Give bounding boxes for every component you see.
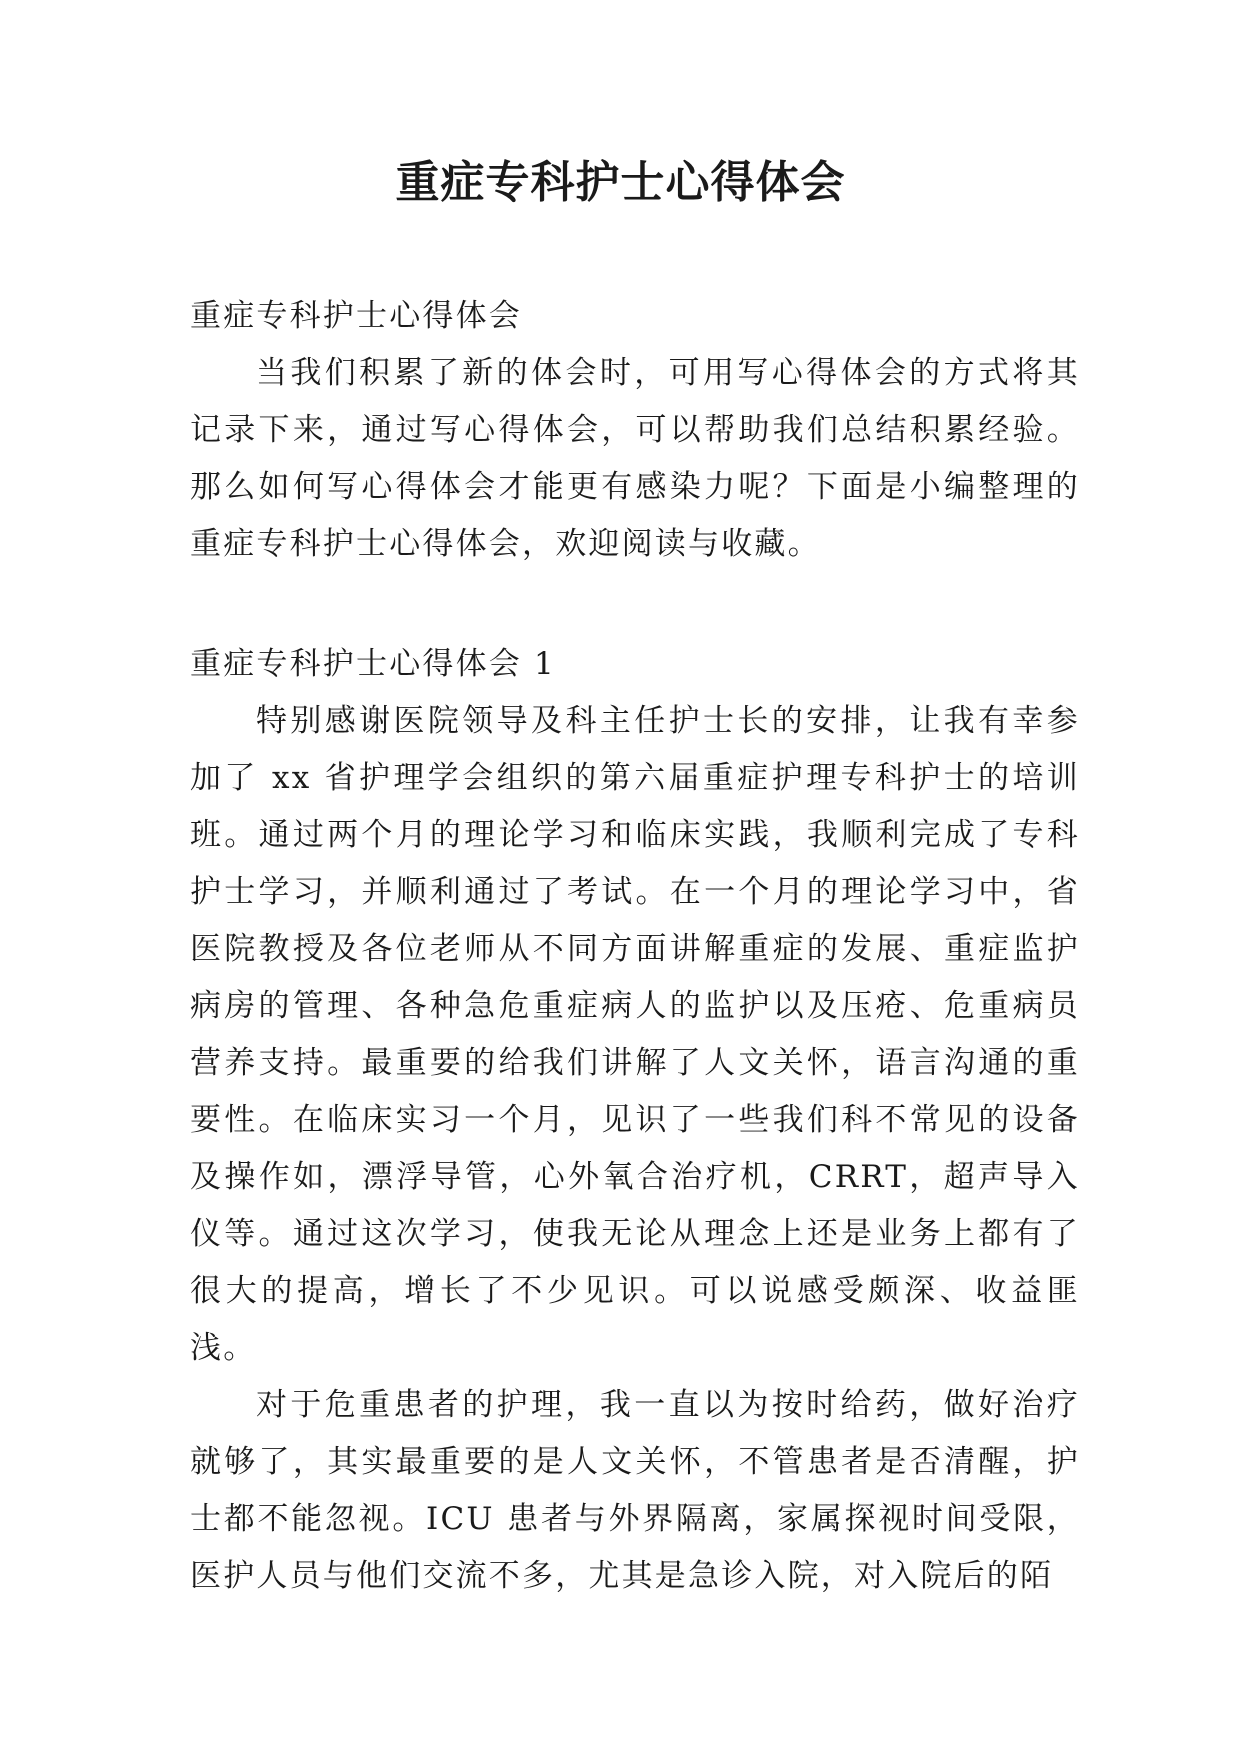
section-1-heading: 重症专科护士心得体会 1 (190, 646, 556, 682)
section-1-paragraph-1: 特别感谢医院领导及科主任护士长的安排，让我有幸参加了 xx 省护理学会组织的第六届重症护理专科护士的培训班。通过两个月的理论学习和临床实践，我顺利完成了专科护士学习，并顺利通过了考试。在一个月的理论学习中，省医院教授及各位老师从不同方面讲解重症的发展、重症监护病房的管理、各种急危重症病人的监护以及压疮、危重病员营养支持。最重要的给我们讲解了人文关怀，语言沟通的重要性。在临床实习一个月，见识了一些我们科不常见的设备及操作如，漂浮导管，心外氧合治疗机，CRRT，超声导入仪等。通过这次学习，使我无论从理念上还是业务上都有了很大的提高，增长了不少见识。可以说感受颇深、收益匪浅。 (190, 703, 1080, 1366)
section-1-body (190, 693, 1080, 1605)
intro-section (190, 345, 1080, 573)
intro-heading: 重症专科护士心得体会 (190, 298, 522, 334)
section-1-paragraph-2: 对于危重患者的护理，我一直以为按时给药，做好治疗就够了，其实最重要的是人文关怀，不管患者是否清醒，护士都不能忽视。ICU 患者与外界隔离，家属探视时间受限，医护人员与他们交流不多，尤其是急诊入院，对入院后的陌 (190, 1387, 1080, 1594)
intro-paragraph: 当我们积累了新的体会时，可用写心得体会的方式将其记录下来，通过写心得体会，可以帮助我们总结积累经验。那么如何写心得体会才能更有感染力呢？下面是小编整理的重症专科护士心得体会，欢迎阅读与收藏。 (190, 355, 1080, 562)
document-title: 重症专科护士心得体会 (395, 157, 846, 208)
